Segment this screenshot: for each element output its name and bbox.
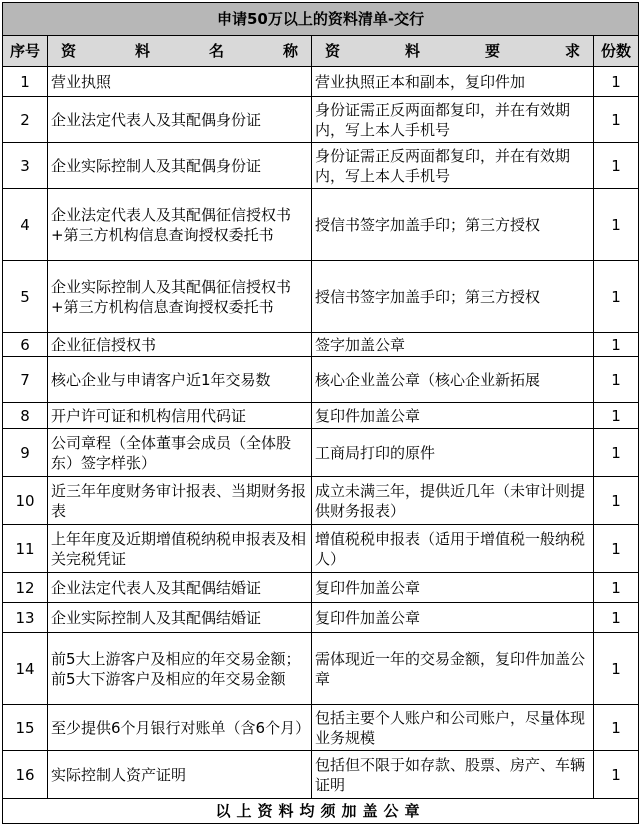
table-row: [3, 633, 639, 705]
header-requirement: [312, 36, 594, 67]
row-number: 15: [3, 705, 48, 751]
row-number: 14: [3, 633, 48, 705]
header-material-char: 料: [134, 42, 150, 60]
material-requirement: 签字加盖公章: [312, 333, 594, 357]
row-number: 6: [3, 333, 48, 357]
table-row: [3, 97, 639, 143]
material-name: 前5大上游客户及相应的年交易金额；前5大下游客户及相应的年交易金额: [48, 633, 312, 705]
header-requirement-char: 求: [564, 42, 580, 60]
material-name: 公司章程（全体董事会成员（全体股东）签字样张）: [48, 429, 312, 477]
table-row: [3, 477, 639, 525]
material-name: 企业征信授权书: [48, 333, 312, 357]
material-name: 企业实际控制人及其配偶结婚证: [48, 603, 312, 633]
materials-table: [2, 2, 639, 824]
header-material-char: 资: [61, 42, 77, 60]
table-row: [3, 525, 639, 573]
row-number: 7: [3, 357, 48, 403]
material-requirement: 复印件加盖公章: [312, 403, 594, 429]
copies-count: 1: [594, 705, 639, 751]
table-row: [3, 705, 639, 751]
table-row: [3, 603, 639, 633]
row-number: 2: [3, 97, 48, 143]
row-number: 8: [3, 403, 48, 429]
table-row: [3, 189, 639, 261]
copies-count: 1: [594, 573, 639, 603]
material-name: 企业实际控制人及其配偶身份证: [48, 143, 312, 189]
footer-row: [3, 799, 639, 824]
material-requirement: 核心企业盖公章（核心企业新拓展: [312, 357, 594, 403]
header-copies: 份数: [594, 36, 639, 67]
material-name: 企业法定代表人及其配偶结婚证: [48, 573, 312, 603]
table-row: [3, 143, 639, 189]
header-requirement-char: 要: [484, 42, 500, 60]
row-number: 9: [3, 429, 48, 477]
material-requirement: 授信书签字加盖手印；第三方授权: [312, 261, 594, 333]
material-name: 核心企业与申请客户近1年交易数: [48, 357, 312, 403]
header-row: [3, 36, 639, 67]
copies-count: 1: [594, 143, 639, 189]
copies-count: 1: [594, 525, 639, 573]
row-number: 13: [3, 603, 48, 633]
copies-count: 1: [594, 403, 639, 429]
table-row: [3, 357, 639, 403]
material-requirement: 包括但不限于如存款、股票、房产、车辆证明: [312, 751, 594, 799]
material-requirement: 复印件加盖公章: [312, 603, 594, 633]
material-name: 开户许可证和机构信用代码证: [48, 403, 312, 429]
material-requirement: 增值税税申报表（适用于增值税一般纳税人）: [312, 525, 594, 573]
material-requirement: 复印件加盖公章: [312, 573, 594, 603]
material-name: 上年年度及近期增值税纳税申报表及相关完税凭证: [48, 525, 312, 573]
material-requirement: 授信书签字加盖手印；第三方授权: [312, 189, 594, 261]
row-number: 16: [3, 751, 48, 799]
copies-count: 1: [594, 261, 639, 333]
document-title: 申请50万以上的资料清单-交行: [3, 3, 639, 36]
header-material-char: 称: [282, 42, 298, 60]
material-requirement: 身份证需正反两面都复印，并在有效期内，写上本人手机号: [312, 97, 594, 143]
copies-count: 1: [594, 429, 639, 477]
header-requirement-char: 资: [325, 42, 341, 60]
material-name: 营业执照: [48, 67, 312, 97]
row-number: 12: [3, 573, 48, 603]
row-number: 1: [3, 67, 48, 97]
copies-count: 1: [594, 97, 639, 143]
copies-count: 1: [594, 333, 639, 357]
material-name: 企业法定代表人及其配偶征信授权书+第三方机构信息查询授权委托书: [48, 189, 312, 261]
material-name: 至少提供6个月银行对账单（含6个月）: [48, 705, 312, 751]
material-requirement: 包括主要个人账户和公司账户，尽量体现业务规模: [312, 705, 594, 751]
material-requirement: 营业执照正本和副本，复印件加: [312, 67, 594, 97]
footer-note: 以上资料均须加盖公章: [3, 799, 639, 824]
copies-count: 1: [594, 189, 639, 261]
material-name: 实际控制人资产证明: [48, 751, 312, 799]
material-requirement: 工商局打印的原件: [312, 429, 594, 477]
table-row: [3, 261, 639, 333]
material-requirement: 成立未满三年，提供近几年（未审计则提供财务报表）: [312, 477, 594, 525]
copies-count: 1: [594, 603, 639, 633]
copies-count: 1: [594, 751, 639, 799]
row-number: 5: [3, 261, 48, 333]
header-material: [48, 36, 312, 67]
header-requirement-char: 料: [404, 42, 420, 60]
material-name: 企业法定代表人及其配偶身份证: [48, 97, 312, 143]
table-row: [3, 67, 639, 97]
copies-count: 1: [594, 633, 639, 705]
copies-count: 1: [594, 67, 639, 97]
row-number: 10: [3, 477, 48, 525]
table-row: [3, 751, 639, 799]
table-row: [3, 333, 639, 357]
title-row: [3, 3, 639, 36]
material-requirement: 需体现近一年的交易金额，复印件加盖公章: [312, 633, 594, 705]
table-row: [3, 403, 639, 429]
material-name: 近三年年度财务审计报表、当期财务报表: [48, 477, 312, 525]
row-number: 4: [3, 189, 48, 261]
table-row: [3, 573, 639, 603]
header-no: 序号: [3, 36, 48, 67]
copies-count: 1: [594, 357, 639, 403]
row-number: 11: [3, 525, 48, 573]
table-row: [3, 429, 639, 477]
material-name: 企业实际控制人及其配偶征信授权书+第三方机构信息查询授权委托书: [48, 261, 312, 333]
row-number: 3: [3, 143, 48, 189]
header-material-char: 名: [208, 42, 224, 60]
copies-count: 1: [594, 477, 639, 525]
material-requirement: 身份证需正反两面都复印，并在有效期内，写上本人手机号: [312, 143, 594, 189]
